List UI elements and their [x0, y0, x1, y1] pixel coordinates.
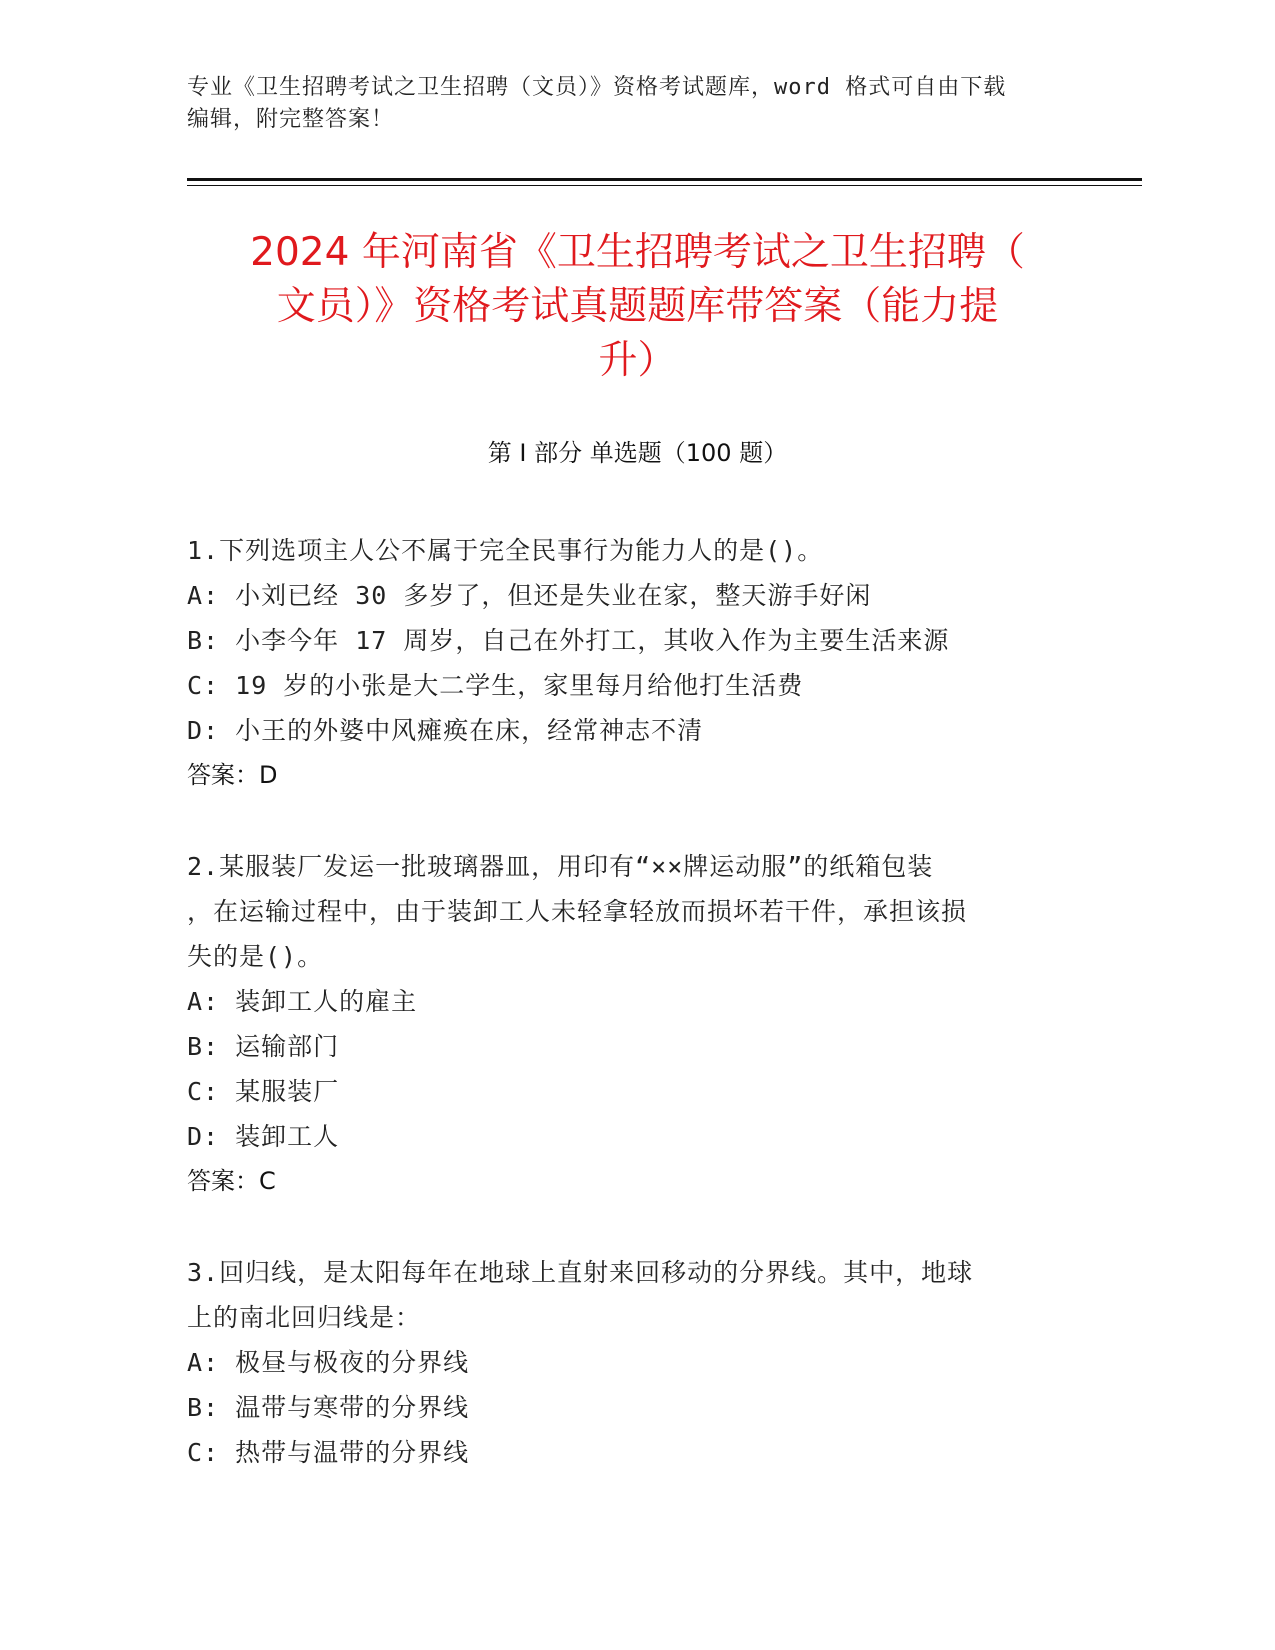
title-line: 升）: [598, 338, 677, 383]
option-a: A: 极昼与极夜的分界线: [187, 1348, 470, 1377]
question-stem: 2.某服装厂发运一批玻璃器皿，用印有“××牌运动服”的纸箱包装: [187, 852, 934, 881]
question-2: [187, 844, 1087, 1204]
question-list: [187, 528, 1087, 1475]
header-note-line: 编辑，附完整答案！: [187, 107, 395, 132]
option-c: C: 19 岁的小张是大二学生，家里每月给他打生活费: [187, 671, 804, 700]
title-line: 2024 年河南省《卫生招聘考试之卫生招聘（: [250, 230, 1025, 275]
title-line: 文员）》资格考试真题题库带答案（能力提: [276, 284, 999, 329]
header-rule-thick: [187, 178, 1142, 181]
option-d: D: 小王的外婆中风瘫痪在床，经常神志不清: [187, 716, 704, 745]
question-stem: 上的南北回归线是：: [187, 1303, 422, 1332]
option-c: C: 热带与温带的分界线: [187, 1438, 470, 1467]
question-1: [187, 528, 1087, 798]
answer: 答案：D: [187, 761, 278, 789]
document-title: [150, 226, 1125, 388]
question-stem: ，在运输过程中，由于装卸工人未轻拿轻放而损坏若干件，承担该损: [187, 897, 968, 926]
question-stem: 失的是()。: [187, 942, 324, 971]
question-stem: 1.下列选项主人公不属于完全民事行为能力人的是()。: [187, 536, 824, 565]
option-b: B: 温带与寒带的分界线: [187, 1393, 470, 1422]
header-note-line: 专业《卫生招聘考试之卫生招聘（文员）》资格考试题库，word 格式可自由下载: [187, 75, 1007, 100]
question-stem: 3.回归线，是太阳每年在地球上直射来回移动的分界线。其中，地球: [187, 1258, 974, 1287]
option-a: A: 装卸工人的雇主: [187, 987, 418, 1016]
option-c: C: 某服装厂: [187, 1077, 340, 1106]
question-3: [187, 1250, 1087, 1475]
option-d: D: 装卸工人: [187, 1122, 340, 1151]
option-a: A: 小刘已经 30 多岁了，但还是失业在家，整天游手好闲: [187, 581, 872, 610]
answer: 答案：C: [187, 1167, 276, 1195]
header-rule-thin: [187, 185, 1142, 186]
section-heading: 第 I 部分 单选题（100 题）: [487, 439, 788, 467]
option-b: B: 小李今年 17 周岁，自己在外打工，其收入作为主要生活来源: [187, 626, 950, 655]
option-b: B: 运输部门: [187, 1032, 340, 1061]
header-note: [187, 72, 1087, 136]
